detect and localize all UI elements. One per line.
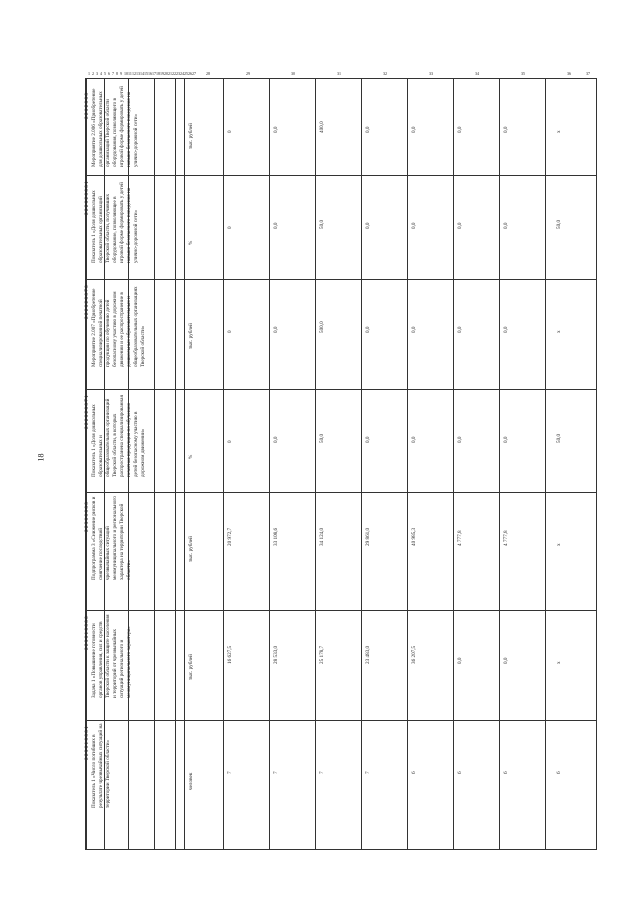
- value-cell: 7: [273, 771, 279, 774]
- header-cell: 33: [429, 71, 433, 76]
- unit-cell: тыс. рублей: [188, 123, 194, 149]
- value-cell: 0,0: [273, 126, 279, 133]
- row-codes: 2 2 2 0 2 0 0 7 0: [84, 285, 90, 319]
- value-cell: 6: [411, 771, 417, 774]
- value-cell: 0,0: [411, 326, 417, 333]
- header-cell: 25: [184, 71, 188, 76]
- value-cell: 0,0: [457, 657, 463, 664]
- value-cell: 0,0: [411, 436, 417, 443]
- header-cell: 20: [164, 71, 168, 76]
- row-divider: [86, 492, 596, 493]
- header-cell: 22: [172, 71, 176, 76]
- row-description: Мероприятие 2.006 «Приобретение для дошкольных образовательных организаций Тверской области оборудования, позволяющего в игровой форме формировать у детей навыки безопасного поведения на улично-дорожной сети»: [91, 86, 140, 167]
- header-cell: 36: [567, 71, 571, 76]
- header-cell: 26: [188, 71, 192, 76]
- value-cell: 0,0: [457, 126, 463, 133]
- value-cell: 0,0: [503, 126, 509, 133]
- header-cell: 34: [475, 71, 479, 76]
- header-cell: 3: [96, 71, 98, 76]
- value-cell: 500,0: [319, 321, 325, 333]
- final-value-cell: x: [556, 130, 562, 133]
- value-cell: 6: [457, 771, 463, 774]
- column-divider: [269, 79, 270, 849]
- header-cell: 24: [180, 71, 184, 76]
- header-cell: 9: [120, 71, 122, 76]
- column-divider: [453, 79, 454, 849]
- value-cell: 7: [319, 771, 325, 774]
- header-cell: 16: [148, 71, 152, 76]
- header-cell: 4: [100, 71, 102, 76]
- value-cell: 0,0: [503, 657, 509, 664]
- header-cell: 18: [156, 71, 160, 76]
- value-cell: 0,0: [411, 222, 417, 229]
- unit-cell: тыс. рублей: [188, 654, 194, 680]
- row-divider: [86, 279, 596, 280]
- header-cell: 23: [176, 71, 180, 76]
- value-cell: 0,0: [273, 326, 279, 333]
- value-cell: 23 483,0: [365, 645, 371, 664]
- row-description: Подпрограмма 3 «Снижение рисков и смягчение последствий чрезвычайных ситуаций межмуниципального и регионального характера на территории Тверской области»: [91, 496, 133, 580]
- value-cell: 34 124,0: [319, 527, 325, 546]
- value-cell: 0,0: [365, 326, 371, 333]
- value-cell: 20 972,7: [227, 527, 233, 546]
- column-divider: [223, 79, 224, 849]
- header-cell: 35: [521, 71, 525, 76]
- row-description: Показатель 1 «Доля дошкольных образовательных и общеобразовательных организаций Тверской области, в которых распространена специализированная печатная продукция по обучению детей безопасному участию в дорожном движении»: [91, 395, 147, 477]
- value-cell: 28 533,0: [273, 645, 279, 664]
- row-divider: [86, 720, 596, 721]
- final-value-cell: x: [556, 543, 562, 546]
- header-cell: 13: [136, 71, 140, 76]
- column-divider: [184, 79, 185, 849]
- value-cell: 29 861,0: [365, 527, 371, 546]
- header-cell: 5: [104, 71, 106, 76]
- header-cell: 29: [246, 71, 250, 76]
- row-description: Мероприятие 2.007 «Приобретение специализированной печатной продукции по обучению детей безопасному участию в дорожном движении и ее распространение в дошкольных образовательных и общеобразовательных организациях Тверской области»: [91, 286, 147, 367]
- value-cell: 0,0: [365, 436, 371, 443]
- unit-cell: человек: [188, 772, 194, 790]
- row-description: Задача 1 «Повышение готовности органов управления, сил и средств Тверской области к защите населения и территорий от чрезвычайных ситуаций регионального и межмуниципального характера»: [91, 614, 133, 698]
- header-cell: 10: [124, 71, 128, 76]
- column-divider: [407, 79, 408, 849]
- value-cell: 0: [227, 330, 233, 333]
- row-codes: 2 2 2 0 2 0 0 7 1: [84, 395, 90, 429]
- header-cell: 30: [291, 71, 295, 76]
- value-cell: 0,0: [365, 126, 371, 133]
- header-cell: 32: [383, 71, 387, 76]
- unit-cell: тыс. рублей: [188, 323, 194, 349]
- header-cell: 14: [140, 71, 144, 76]
- value-cell: 0: [227, 130, 233, 133]
- column-divider: [545, 79, 546, 849]
- value-cell: 0,0: [365, 222, 371, 229]
- final-value-cell: x: [556, 330, 562, 333]
- value-cell: 4 777,8: [503, 530, 509, 546]
- row-divider: [86, 389, 596, 390]
- final-value-cell: 50,0: [556, 433, 562, 443]
- value-cell: 0,0: [503, 436, 509, 443]
- column-divider: [154, 79, 155, 849]
- unit-cell: %: [188, 454, 194, 459]
- header-cell: 17: [152, 71, 156, 76]
- header-cell: 31: [337, 71, 341, 76]
- row-codes: 2 2 2 0 2 0 0 0 1: [84, 181, 90, 215]
- row-divider: [86, 610, 596, 611]
- value-cell: 7: [227, 771, 233, 774]
- header-cell: 37: [586, 71, 590, 76]
- value-cell: 0,0: [503, 326, 509, 333]
- value-cell: 0,0: [411, 126, 417, 133]
- row-codes: 2 2 0 2 0 0 0: [84, 93, 90, 119]
- header-cell: 8: [116, 71, 118, 76]
- header-cell: 12: [132, 71, 136, 76]
- column-divider: [361, 79, 362, 849]
- row-codes: 2 2 3 0 0 0 0 0: [84, 502, 90, 532]
- value-cell: 6: [503, 771, 509, 774]
- header-cell: 19: [160, 71, 164, 76]
- header-cell: 28: [206, 71, 210, 76]
- column-divider: [175, 79, 176, 849]
- row-codes: 2 2 3 0 1 0 0 0 1: [84, 726, 90, 760]
- value-cell: 7: [365, 771, 371, 774]
- header-cell: 6: [108, 71, 110, 76]
- header-cell: 27: [192, 71, 196, 76]
- final-value-cell: 50,0: [556, 219, 562, 229]
- value-cell: 50,0: [319, 433, 325, 443]
- header-cell: 2: [92, 71, 94, 76]
- value-cell: 0,0: [273, 222, 279, 229]
- value-cell: 16 627,5: [227, 645, 233, 664]
- value-cell: 4 777,8: [457, 530, 463, 546]
- row-description: Показатель 1 «Число погибших в результате чрезвычайных ситуаций на территории Тверской области»: [91, 723, 112, 808]
- row-divider: [86, 175, 596, 176]
- final-value-cell: 6: [556, 771, 562, 774]
- value-cell: 40 985,3: [411, 527, 417, 546]
- unit-cell: тыс. рублей: [188, 536, 194, 562]
- value-cell: 50,0: [319, 219, 325, 229]
- unit-cell: %: [188, 240, 194, 245]
- header-cell: 11: [128, 71, 132, 76]
- value-cell: 0,0: [457, 326, 463, 333]
- value-cell: 0: [227, 440, 233, 443]
- value-cell: 25 178,7: [319, 645, 325, 664]
- value-cell: 400,0: [319, 121, 325, 133]
- row-description: Показатель 1 «Доля дошкольных образовательных организаций Тверской области, получивших оборудование, позволяющее в игровой форме формировать у детей навыки безопасного поведения на улично-дорожной сети»: [91, 182, 140, 263]
- header-cell: 21: [168, 71, 172, 76]
- value-cell: 0,0: [503, 222, 509, 229]
- header-cell: 1: [88, 71, 90, 76]
- final-value-cell: x: [556, 661, 562, 664]
- page-number: 18: [36, 453, 46, 462]
- header-cell: 15: [144, 71, 148, 76]
- row-codes: 2 2 3 0 1 0 0 0 0: [84, 616, 90, 650]
- data-table: [84, 71, 597, 850]
- column-divider: [499, 79, 500, 849]
- value-cell: 0,0: [457, 222, 463, 229]
- value-cell: 33 108,6: [273, 527, 279, 546]
- value-cell: 0,0: [273, 436, 279, 443]
- header-cell: 7: [112, 71, 114, 76]
- value-cell: 36 207,5: [411, 645, 417, 664]
- value-cell: 0: [227, 226, 233, 229]
- column-divider: [315, 79, 316, 849]
- value-cell: 0,0: [457, 436, 463, 443]
